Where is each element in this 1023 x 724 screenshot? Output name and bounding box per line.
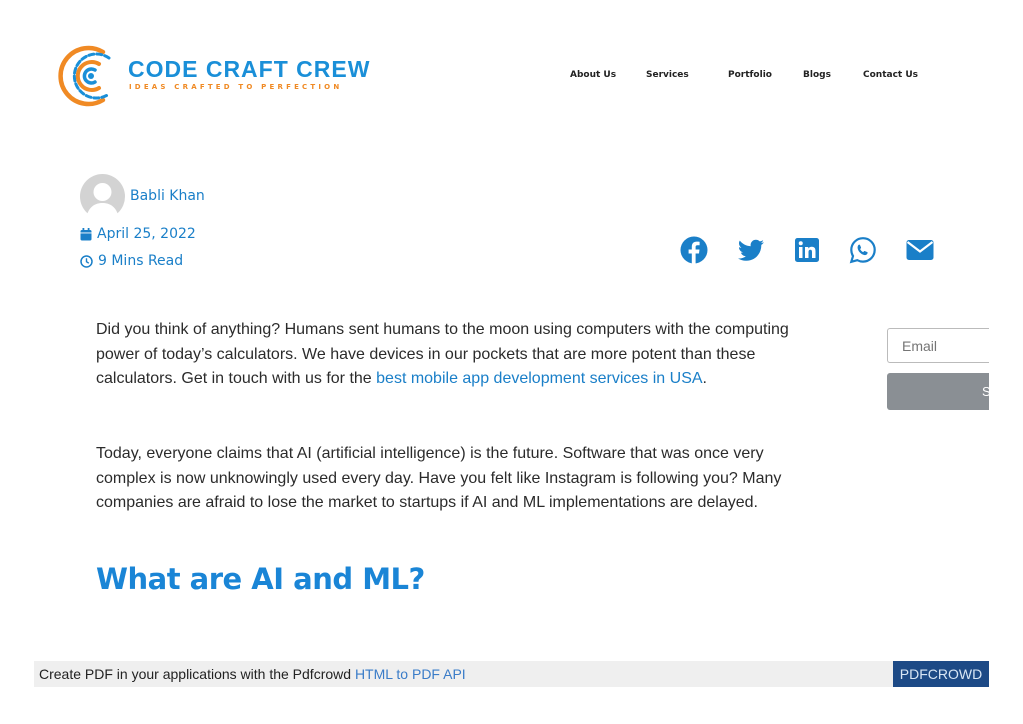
email-input[interactable]: [887, 328, 989, 363]
user-silhouette-icon: [80, 174, 125, 219]
author-avatar[interactable]: [80, 174, 125, 219]
whatsapp-icon[interactable]: [849, 236, 877, 264]
mobile-app-services-link[interactable]: best mobile app development services in USA: [376, 370, 703, 388]
brand-name: CODE CRAFT CREW: [128, 56, 371, 82]
post-date-text: April 25, 2022: [97, 226, 196, 242]
nav-portfolio[interactable]: Portfolio: [728, 70, 772, 80]
ai-future-paragraph: Today, everyone claims that AI (artificial intelligence) is the future. Software that was once very complex is now unknowingly used every day. Have you felt like Instagram is following you? Many companies are afraid to lose the market to startups if AI and ML implementations are delayed.: [96, 445, 782, 512]
pdfcrowd-brand[interactable]: PDFCROWD: [893, 661, 989, 687]
subscribe-label: S: [982, 384, 991, 399]
clock-icon: [80, 255, 93, 268]
linkedin-icon[interactable]: [793, 236, 821, 264]
site-logo[interactable]: [55, 42, 371, 110]
pdfcrowd-message: Create PDF in your applications with the Pdfcrowd: [39, 666, 355, 682]
brand-tagline: IDEAS CRAFTED TO PERFECTION: [129, 83, 343, 91]
intro-text-end: .: [702, 370, 707, 388]
author-name[interactable]: Babli Khan: [130, 188, 205, 204]
nav-blogs[interactable]: Blogs: [803, 70, 831, 80]
post-date: [80, 226, 196, 242]
pdfcrowd-footer: [34, 661, 989, 687]
nav-about-us[interactable]: About Us: [570, 70, 617, 80]
intro-text: Did you think of anything? Humans sent humans to the moon using computers with the computing power of today’s calculators. We have devices in our pockets that are more potent than these calculators. Get in touch with us for the: [96, 321, 789, 388]
intro-paragraph: [96, 318, 796, 392]
subscribe-button[interactable]: [887, 373, 989, 410]
facebook-icon[interactable]: [680, 236, 708, 264]
twitter-icon[interactable]: [737, 236, 765, 264]
calendar-icon: [80, 228, 92, 241]
envelope-icon[interactable]: [906, 236, 934, 264]
nav-contact-us[interactable]: Contact Us: [863, 70, 919, 80]
read-time: [80, 253, 183, 269]
logo-mark-icon: [55, 42, 123, 110]
nav-services[interactable]: Services: [646, 70, 689, 80]
pdfcrowd-text: [39, 666, 466, 682]
section-heading: What are AI and ML?: [96, 562, 425, 596]
read-time-text: 9 Mins Read: [98, 253, 184, 269]
html-to-pdf-link[interactable]: HTML to PDF API: [354, 666, 466, 682]
